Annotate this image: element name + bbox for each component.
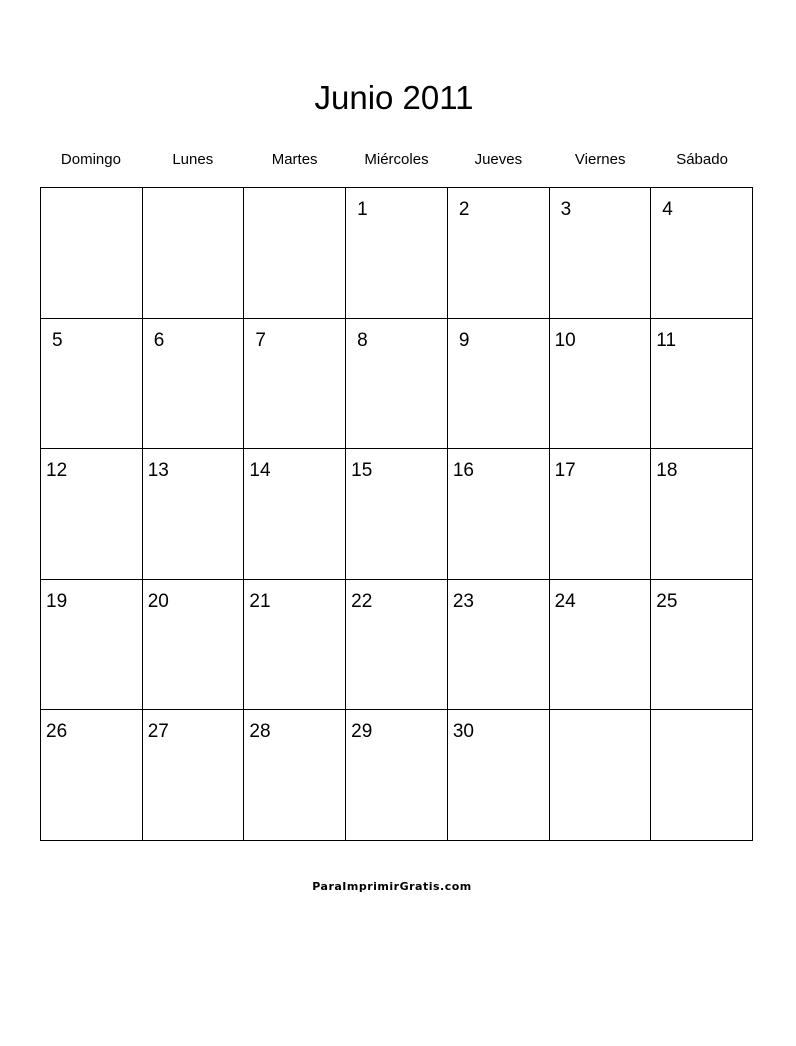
weekday-label: Domingo [60,151,121,168]
day-cell [41,188,143,319]
day-number: 29 [351,721,373,743]
day-number: 17 [554,460,576,482]
day-cell [41,319,143,450]
day-number: 24 [554,590,576,612]
day-number: 20 [147,590,169,612]
day-cell [346,710,448,841]
weekday-header [40,150,753,172]
day-number: 2 [458,199,470,220]
day-number: 12 [46,460,68,482]
day-number: 21 [249,590,271,612]
day-cell [143,319,245,450]
day-number: 7 [255,329,266,351]
day-cell [448,710,550,841]
day-cell [143,710,245,841]
day-number: 3 [560,199,572,220]
day-cell [41,710,143,841]
weekday-label: Jueves [474,151,523,168]
day-number: 6 [153,329,165,351]
day-cell [41,580,143,711]
day-number: 18 [656,460,678,482]
day-number: 4 [662,199,673,220]
day-cell [651,710,753,841]
day-number: 14 [249,460,271,482]
day-number: 27 [147,721,169,743]
day-number: 13 [147,460,169,482]
weekday-label: Martes [271,151,318,168]
day-number: 8 [357,329,368,351]
day-cell [244,319,346,450]
day-number: 22 [351,590,373,612]
day-number: 11 [656,329,677,351]
day-number: 9 [458,329,470,351]
day-cell [143,449,245,580]
day-cell [346,580,448,711]
day-cell [143,580,245,711]
day-cell [244,710,346,841]
day-cell [550,449,652,580]
calendar-grid [40,187,753,841]
day-cell [448,319,550,450]
day-number: 30 [452,721,474,743]
day-number: 15 [351,460,373,482]
day-cell [143,188,245,319]
day-cell [346,319,448,450]
day-number: 1 [357,199,368,220]
footer-site-name: ParaImprimirGratis.com [312,880,472,893]
day-number: 28 [249,721,271,743]
day-number: 25 [656,590,678,612]
day-number: 16 [452,460,474,482]
weekday-label: Sábado [676,151,728,168]
day-cell [550,580,652,711]
day-cell [651,319,753,450]
day-cell [346,188,448,319]
day-cell [448,449,550,580]
day-cell [244,188,346,319]
weekday-label: Lunes [172,151,214,168]
day-number: 19 [46,590,68,612]
day-number: 5 [52,329,63,351]
day-cell [651,188,753,319]
day-number: 10 [554,329,576,351]
day-number: 26 [46,721,68,743]
calendar-title: Junio 2011 [314,79,474,116]
day-number: 23 [452,590,474,612]
day-cell [448,580,550,711]
day-cell [550,188,652,319]
weekday-label: Viernes [574,151,626,168]
day-cell [244,580,346,711]
day-cell [244,449,346,580]
weekday-label: Miércoles [364,151,429,168]
day-cell [651,580,753,711]
day-cell [550,319,652,450]
day-cell [448,188,550,319]
day-cell [346,449,448,580]
day-cell [550,710,652,841]
day-cell [651,449,753,580]
day-cell [41,449,143,580]
